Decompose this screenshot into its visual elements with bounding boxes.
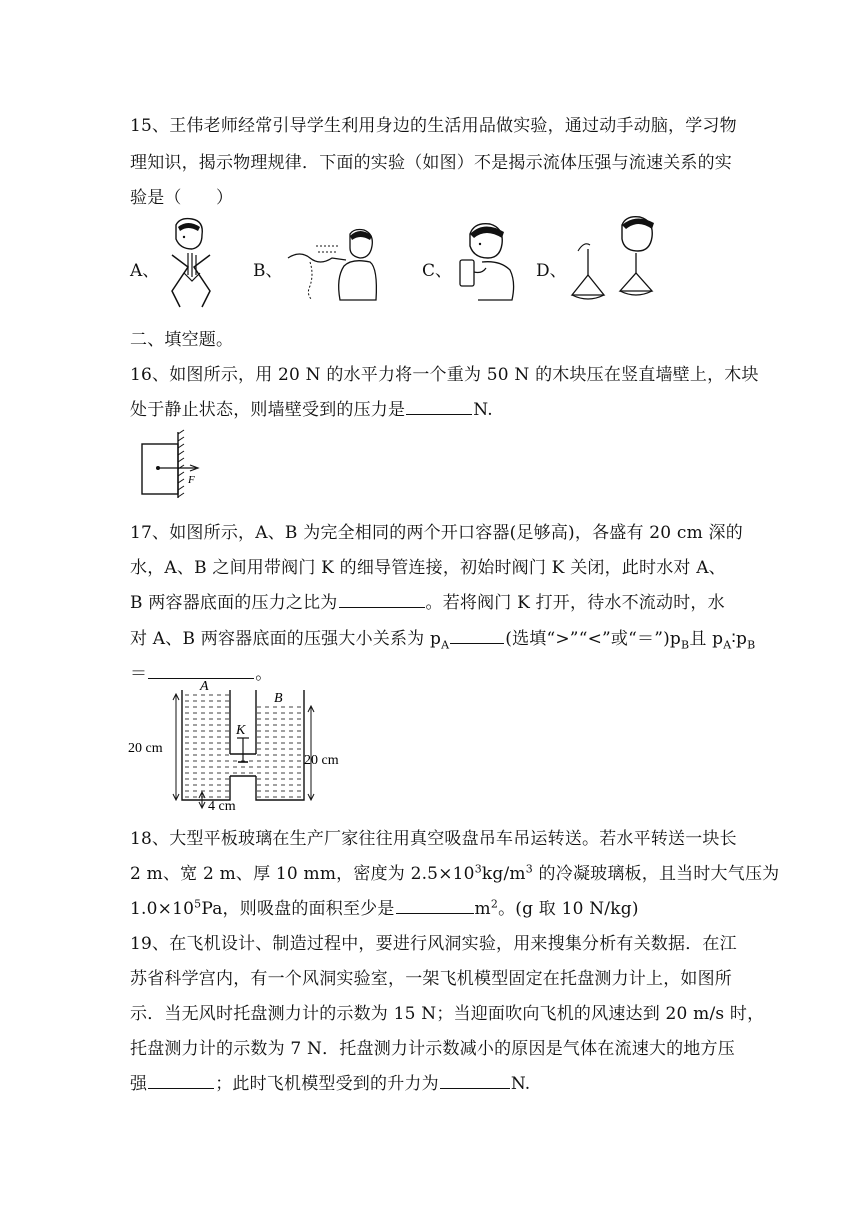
- option-b-image: [280, 228, 380, 306]
- q17-line-1: 17、如图所示，A、B 为完全相同的两个开口容器(足够高)，各盛有 20 cm 深的: [130, 523, 743, 543]
- q15-line-1: 15、王伟老师经常引导学生利用身边的生活用品做实验，通过动手动脑，学习物: [130, 116, 737, 136]
- option-d-label: D、: [536, 261, 567, 281]
- q17-answer-blank-2[interactable]: [450, 642, 504, 644]
- q16-answer-blank[interactable]: [406, 413, 472, 415]
- q17-label-k: K: [236, 723, 246, 738]
- option-c-image: [452, 220, 518, 302]
- q19-line-5: 强 ；此时飞机模型受到的升力为 N.: [130, 1074, 531, 1094]
- q18-line-3: $1.0\times 10^5Pa$，则吸盘的面积至少是 $m^2$。(g 取 10 N/kg): [130, 897, 639, 919]
- q17-line-3: B 两容器底面的压力之比为 。若将阀门 K 打开，待水不流动时，水: [130, 593, 725, 613]
- q17-figure: [128, 680, 368, 814]
- q19-line-3: 示．当无风时托盘测力计的示数为 15 N；当迎面吹向飞机的风速达到 20 m/s 时，: [130, 1004, 765, 1024]
- option-a-image: [158, 215, 224, 313]
- q17-bottom-gap: 4 cm: [208, 799, 236, 814]
- q18-line-1: 18、大型平板玻璃在生产厂家往往用真空吸盘吊车吊运转送。若水平转送一块长: [130, 829, 737, 849]
- option-a-label: A、: [130, 261, 160, 281]
- q19-line-1: 19、在飞机设计、制造过程中，要进行风洞实验，用来搜集分析有关数据．在江: [130, 934, 737, 954]
- q17-line-5: ＝ 。: [130, 664, 273, 684]
- q16-force-label: F: [188, 474, 195, 486]
- q19-line-4: 托盘测力计的示数为 7 N．托盘测力计示数减小的原因是气体在流速大的地方压: [130, 1039, 735, 1059]
- q18-line-2: 2 m、宽 2 m、厚 10 mm，密度为 $2.5\times 10^3kg/m^3$ 的冷凝玻璃板，且当时大气压为: [130, 862, 780, 884]
- q17-line-4: 对 A、B 两容器底面的压强大小关系为 $p_A$ (选填“>”“<”或“$=”)p_B$且 $p_A∶p_B$: [130, 629, 756, 652]
- q19-line-2: 苏省科学宫内，有一个风洞实验室，一架飞机模型固定在托盘测力计上，如图所: [130, 969, 732, 989]
- q16-text: 处于静止状态，则墙壁受到的压力是: [130, 400, 406, 420]
- option-b-label: B、: [253, 261, 283, 281]
- q16-line-1: 16、如图所示，用 20 N 的水平力将一个重为 50 N 的木块压在竖直墙壁上，木块: [130, 365, 759, 385]
- q16-line-2: [130, 395, 493, 420]
- q18-answer-blank[interactable]: [396, 912, 474, 914]
- q15-line-2: 理知识，揭示物理规律．下面的实验（如图）不是揭示流体压强与流速关系的实: [130, 153, 732, 173]
- q17-line-2: 水，A、B 之间用带阀门 K 的细导管连接，初始时阀门 K 关闭，此时水对 A、: [130, 558, 726, 578]
- q17-left-height: 20 cm: [128, 741, 163, 756]
- option-d-image: [566, 215, 662, 307]
- option-c-label: C、: [422, 261, 453, 281]
- q17-answer-blank-1[interactable]: [339, 606, 425, 608]
- q17-label-a: A: [200, 680, 209, 694]
- q17-right-height: 20 cm: [304, 753, 339, 768]
- q15-line-3: 验是（ ）: [130, 188, 234, 208]
- q17-answer-blank-3[interactable]: [148, 677, 254, 679]
- section-heading: 二、填空题。: [130, 330, 234, 350]
- q19-answer-blank-2[interactable]: [440, 1087, 510, 1089]
- q16-unit: N.: [473, 400, 493, 420]
- q19-answer-blank-1[interactable]: [148, 1087, 214, 1089]
- q17-label-b: B: [274, 691, 283, 706]
- q16-figure: [138, 428, 210, 500]
